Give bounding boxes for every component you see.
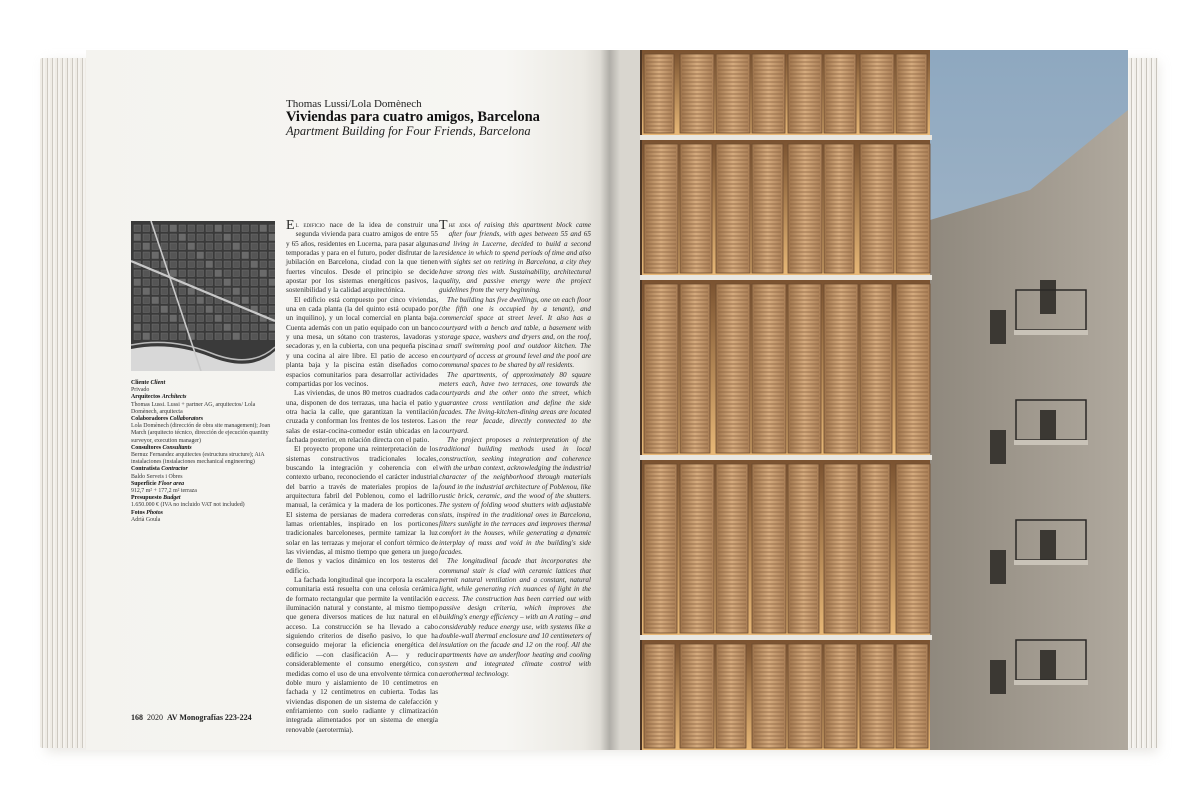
spanish-text-column [286, 218, 438, 735]
credit-item [131, 466, 281, 480]
page-edges-left [40, 58, 90, 748]
credit-item [131, 481, 281, 495]
credit-label: Contratista Contractor [131, 466, 188, 473]
spanish-paragraph: Las viviendas, de unos 80 metros cuadrados cada una, disponen de dos terrazas, una hacia el patio y otra hacia la calle, que garantizan la ventilación cruzada y conforman los frentes de los testeros. Las salas de estar-cocina-comedor están ubicadas en la fachada posterior, en relación directa con el patio. [286, 389, 438, 444]
spanish-dropcap: E [286, 218, 295, 233]
spanish-paragraph: El edificio está compuesto por cinco viviendas, una en cada planta (la del quinto está ocupado por un inquilino), y un local comercial en planta baja. Cuenta además con un patio equipado con un banco y una mesa, un sótano con trasteros, lavadoras y secadoras y, en la cubierta, con una pequeña piscina y una cocina al aire libre. El patio de acceso en planta baja y la piscina están diseñados como espacios comunitarios para desarrollar actividades compartidas por los vecinos. [286, 295, 438, 388]
credit-value: Baldo Serveis i Obres [131, 473, 183, 480]
article-subtitle: Apartment Building for Four Friends, Barcelona [286, 124, 531, 138]
credit-item [131, 416, 281, 445]
folio-publication: AV Monografías 223-224 [167, 713, 252, 722]
page-number: 168 [131, 713, 143, 722]
spanish-paragraph: La fachada longitudinal que incorpora la escalera comunitaria está resuelta con una celosía cerámica de formato rectangular que permite la ventilación e iluminación natural y constante, al mismo tiempo que genera diversos matices de luz natural en el acceso. La construcción se ha llevado a cabo siguiendo criterios de diseño pasivo, lo que ha conseguido mejorar la eficiencia energética del edificio —con clasificación A— y reducir considerablemente el consumo energético, con medidas como el uso de una envolvente térmica con doble muro y aislamiento de 10 centímetros en fachada y 12 centímetros en cubierta. Todas las viviendas disponen de un sistema de calefacción y enfriamiento con suelo radiante y climatización integrada alimentados por un sistema de energía renovable (aerotermia). [286, 576, 438, 734]
english-paragraph: The longitudinal facade that incorporates the communal stair is clad with ceramic lattices that permit natural ventilation and a constant, natural light, while generating rich nuances of light in the access. The construction has been carried out with passive design criteria, which improves the building's energy efficiency – with an A rating – and considerably reduce energy use, with systems like a double-wall thermal enclosure and 10 centimeters of insulation on the facade and 12 on the roof. All the apartments have an underfloor heating and cooling system and integrated climate control with aerothermal technology. [439, 557, 591, 678]
english-paragraph: The building has five dwellings, one on each floor (the fifth one is occupied by a tenant), and commercial space at street level. It also has a courtyard with a bench and table, a basement with storage space, washers and dryers and, on the roof, a small swimming pool and outdoor kitchen. The courtyard of access at ground level and the pool are communal spaces to be shared by all residents. [439, 295, 591, 370]
credit-label: Superficie Floor area [131, 480, 185, 487]
article-authors: Thomas Lussi/Lola Domènech [286, 98, 422, 110]
credit-item [131, 394, 281, 416]
credit-label: Colaboradores Collaborators [131, 416, 204, 423]
credit-label: Arquitectos Architects [131, 394, 187, 401]
spanish-paragraph: El proyecto propone una reinterpretación de los sistemas constructivos tradicionales locales, buscando la integración y coherencia con el contexto urbano, reconociendo el carácter industrial del barrio a través de materiales propios de la arquitectura fabril del Poblenou, como el ladrillo manual, la cerámica y la madera de los porticones. El sistema de persianas de madera correderas con lamas orientables, inspirado en los porticones tradicionales barceloneses, permite tamizar la luz solar en las terrazas y mejorar el confort térmico de las viviendas, al mismo tiempo que genera un juego de llenos y vacíos dinámico en los testeros del edificio. [286, 445, 438, 575]
credit-value: Privado [131, 387, 150, 394]
credit-value: Adrià Goula [131, 516, 161, 523]
page-folio [131, 713, 252, 722]
page-gutter [600, 50, 620, 750]
credit-value: 1.650.000 € (IVA no incluido VAT not included) [131, 502, 245, 509]
site-plan-aerial-image [131, 221, 275, 371]
credit-label: Presupuesto Budget [131, 495, 181, 502]
english-dropcap: T [439, 218, 448, 233]
credit-value: Lola Domènech (dirección de obra site management); Joan March (arquitecto técnico, dirección de ejecución quantity surveyor, execution manager) [131, 423, 271, 444]
english-paragraph: The idea of raising this apartment block came after four friends, with ages between 55 and 65 and living in Lucerne, decided to build a second residence in which to spend periods of time and also with sights set on retiring in Barcelona, a city they have strong ties with. Sustainability, architectural quality, and passive energy were the project guidelines from the very beginning. [439, 218, 591, 295]
credit-item [131, 510, 281, 524]
credit-item [131, 495, 281, 509]
article-title: Viviendas para cuatro amigos, Barcelona [286, 109, 540, 125]
credit-value: Bernuz Fernandez arquitectes (estructura structure); AiA instalaciones (instalaciones mechanical engineering) [131, 452, 265, 466]
spanish-paragraph: El edificio nace de la idea de construir una segunda vivienda para cuatro amigos de entre 55 y 65 años, residentes en Lucerna, para pasar algunas temporadas y para en el futuro, poder disfrutar de la jubilación en Barcelona, ciudad con la que tienen fuertes vínculos. Desde el principio se decide apostar por los sistemas energéticos pasivos, la sostenibilidad y la calidad arquitectónica. [286, 218, 438, 295]
folio-year: 2020 [147, 713, 163, 722]
credit-value: Thomas Lussi. Lussi + partner AG, arquitectos/ Lola Domènech, arquitecta [131, 401, 256, 415]
english-text-column [439, 218, 591, 679]
credit-label: Consultores Consultants [131, 444, 192, 451]
english-paragraph: The project proposes a reinterpretation of the traditional building methods used in local construction, seeking integration and coherence with the urban context, acknowledging the industrial character of the neighborhood through materials found in the industrial architecture of Poblenou, like rustic brick, ceramic, and the wood of the shutters. The system of folding wood shutters with adjustable slats, inspired in the traditional ones in Barcelona, filters sunlight in the terraces and improves thermal comfort in the houses, while generating a dynamic interplay of mass and void in the building's side facades. [439, 435, 591, 557]
credit-item [131, 445, 281, 467]
english-paragraph: The apartments, of approximately 80 square meters each, have two terraces, one towards the courtyards and the other onto the street, which guarantee cross ventilation and define the side facades. The living-kitchen-dining areas are located on the rear facade, directly connected to the courtyard. [439, 370, 591, 435]
credit-label: Cliente Client [131, 380, 166, 386]
credit-label: Fotos Photos [131, 509, 163, 516]
project-credits [131, 380, 281, 524]
page-edges-right [1124, 58, 1158, 748]
building-facade-photo [610, 50, 1128, 750]
credit-value: 912,7 m² + 177,2 m² terraza [131, 488, 197, 495]
credit-item [131, 380, 281, 394]
